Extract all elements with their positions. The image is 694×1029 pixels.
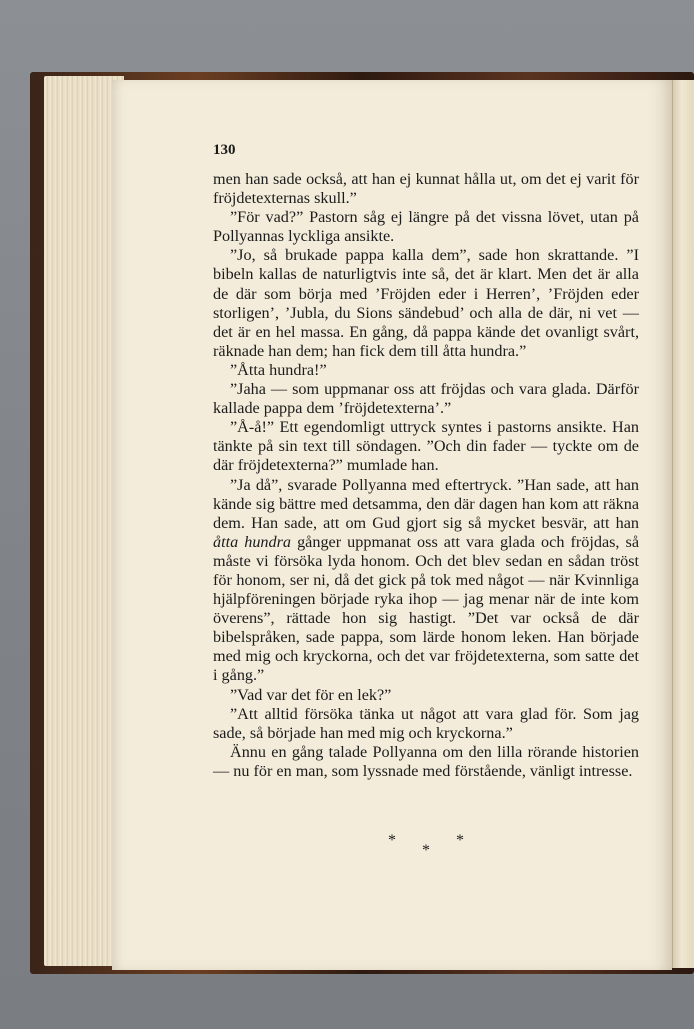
paragraph: ”Jaha — som uppmanar oss att fröjdas och vara glada. Därför kallade pappa dem ’fröjdetexterna’.” [213, 380, 639, 418]
next-page-edge [672, 80, 694, 968]
paragraph: ”Jo, så brukade pappa kalla dem”, sade hon skrattande. ”I bibeln kallas de naturligtvis inte så, det är klart. Men det är alla de där som börja med ’Fröjden eder i Herren’, ’Fröjden eder storligen’, ’Jubla, du Sions sändebud’ och alla de där, ni vet — det är en hel massa. En gång, då pappa kände det ovanligt svårt, räknade han dem; han fick dem till åtta hundra.” [213, 246, 639, 360]
paragraph: men han sade också, att han ej kunnat hålla ut, om det ej varit för fröjdetexternas skull.” [213, 170, 639, 208]
paragraph: ”Å-å!” Ett egendomligt uttryck syntes i pastorns ansikte. Han tänkte på sin text till söndagen. ”Och din fader — tyckte om de där fröjdetexterna?” mumlade han. [213, 418, 639, 475]
paragraph: ”Vad var det för en lek?” [230, 685, 392, 704]
section-separator-asterisk: * [456, 832, 464, 849]
section-separator-asterisk: * [388, 832, 396, 849]
page-number: 130 [213, 142, 236, 158]
paragraph-text: gånger uppmanat oss att vara glada och fröjdas, så måste vi försöka lyda honom. Och det blev sedan en sådan tröst för honom, ser ni, då det gick på tok med något — när Kvinnliga hjälpföreningen började ryka ihop — jag menar när de inte kom överens”, rättade hon sig hastigt. ”Det var också de där bibelspråken, sade pappa, som lärde honom leken. Han började med mig och kryckorna, och det var fröjdetexterna, som satte det i gång.” [213, 532, 640, 685]
paragraph-text: ”Ja då”, svarade Pollyanna med eftertryck. ”Han sade, att han kände sig bättre med detsamma, den där dagen han kom att räkna dem. Han sade, att om Gud gjort sig så mycket besvär, att han [213, 475, 639, 532]
section-separator-asterisk: * [422, 842, 430, 859]
paragraph [213, 476, 639, 686]
body-text [213, 170, 639, 781]
italic-emphasis: åtta hundra [213, 532, 292, 551]
paragraph: ”För vad?” Pastorn såg ej längre på det vissna lövet, utan på Pollyannas lyckliga ansikte. [213, 208, 639, 246]
paragraph: ”Att alltid försöka tänka ut något att vara glad för. Som jag sade, så började han med mig och kryckorna.” [213, 704, 639, 742]
paragraph: ”Åtta hundra!” [230, 360, 327, 379]
paragraph: Ännu en gång talade Pollyanna om den lilla rörande historien — nu för en man, som lyssnade med förstående, vänligt intresse. [213, 742, 639, 780]
